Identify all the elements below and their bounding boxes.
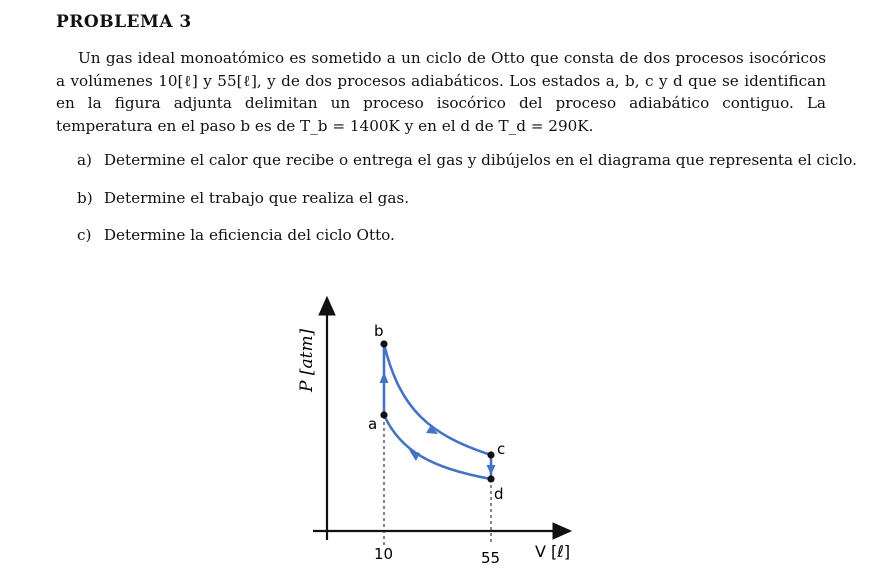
question-c-text: Determine la eficiencia del ciclo Otto. [103, 226, 395, 244]
question-a-label: a) [77, 151, 92, 169]
xtick-10: 10 [374, 545, 394, 563]
point-b [380, 340, 387, 347]
point-a [380, 411, 387, 418]
problem-statement: Un gas ideal monoatómico es sometido a un ciclo de Otto que consta de dos procesos isocóricos a volúmenes 10[ℓ] y 55[ℓ], y de dos procesos adiabáticos. Los estados a, b, c y d que se identifican en la figura adjunta delimitan un proceso isocórico del proceso adiabático contiguo. La temperatura en el paso b es de T_b = 1400K y en el d de T_d = 290K. [56, 49, 826, 135]
point-d [487, 475, 494, 482]
label-b: b [374, 322, 384, 340]
problem-title: PROBLEMA 3 [56, 12, 192, 32]
arrow-ab [380, 372, 389, 383]
label-d: d [494, 485, 504, 503]
process-da [384, 415, 491, 479]
question-a-text: Determine el calor que recibe o entrega el gas y dibújelos en el diagrama que representa el ciclo. [103, 151, 857, 169]
arrow-da [409, 450, 420, 461]
point-c [487, 451, 494, 458]
question-b-text: Determine el trabajo que realiza el gas. [103, 189, 410, 207]
question-b-label: b) [77, 189, 93, 207]
label-c: c [497, 440, 506, 458]
x-axis-label: V [ℓ] [535, 542, 571, 561]
label-a: a [368, 415, 378, 433]
y-axis-label: P [atm] [297, 328, 317, 392]
xtick-55: 55 [481, 549, 501, 567]
question-c-label: c) [77, 226, 92, 244]
arrow-cd [487, 465, 496, 475]
